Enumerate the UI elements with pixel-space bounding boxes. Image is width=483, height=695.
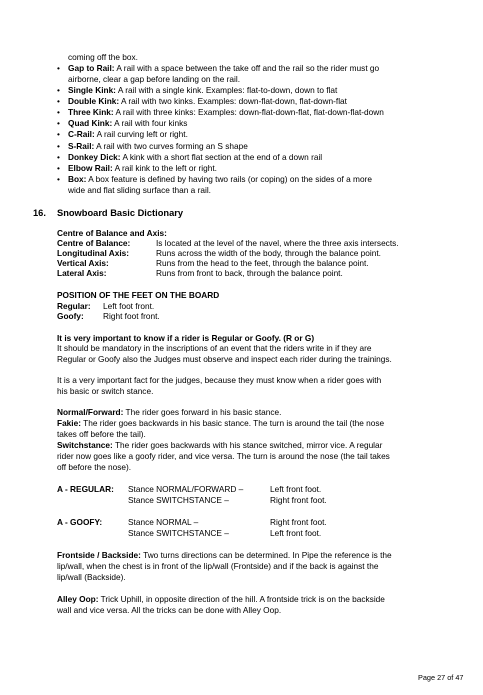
goofy-row1-foot: Right front foot. <box>270 517 327 527</box>
switch-line3: off before the nose). <box>57 462 132 472</box>
normal-stance: Normal/Forward: The rider goes forward in his basic stance. <box>57 407 282 417</box>
goofy-desc: Right foot front. <box>103 311 160 321</box>
regular-term: Regular: <box>57 301 91 311</box>
list-item: Box: A box feature is defined by having two rails (or coping) on the sides of a more wide and flat sliding surface than a rail. <box>68 174 372 195</box>
bullet-icon: • <box>57 152 60 162</box>
goofy-row2: Stance SWITCHSTANCE – <box>128 528 229 538</box>
list-item: Gap to Rail: A rail with a space between the take off and the rail so the rider must go airborne, clear a gap before landing on the rail. <box>68 63 380 84</box>
axis-desc: Is located at the level of the navel, where the three axis intersects. <box>156 238 399 248</box>
bullet-icon: • <box>57 107 60 117</box>
axis-desc: Runs across the width of the body, through the balance point. <box>156 248 381 258</box>
axis-desc: Runs from the head to the feet, through the balance point. <box>156 258 369 268</box>
fakie-stance: Fakie: The rider goes backwards in his basic stance. The turn is around the tail (the nose <box>57 418 385 428</box>
section-number: 16. <box>33 208 46 218</box>
bullet-icon: • <box>57 129 60 139</box>
regular-row2-foot: Right front foot. <box>270 495 327 505</box>
regular-row1: Stance NORMAL/FORWARD – <box>128 484 244 494</box>
list-item: Elbow Rail: A rail kink to the left or right. <box>68 163 217 173</box>
page-number: Page 27 of 47 <box>418 673 464 682</box>
switch-line2: rider now goes like a goofy rider, and vice versa. The turn is around the nose (the tail takes <box>57 451 390 461</box>
bullet-icon: • <box>57 96 60 106</box>
list-item: Single Kink: A rail with a single kink. Examples: flat-to-down, down to flat <box>68 85 338 95</box>
bullet-icon: • <box>57 174 60 184</box>
important-p1-line1: It should be mandatory in the inscriptions of an event that the riders write in if they are <box>57 343 372 353</box>
goofy-row1: Stance NORMAL – <box>128 517 199 527</box>
goofy-label: A - GOOFY: <box>57 517 103 527</box>
regular-row1-foot: Left front foot. <box>270 484 322 494</box>
feet-heading: POSITION OF THE FEET ON THE BOARD <box>57 290 220 300</box>
switch-stance: Switchstance: The rider goes backwards with his stance switched, mirror vice. A regular <box>57 440 383 450</box>
axis-term: Centre of Balance: <box>57 238 131 248</box>
bullet-icon: • <box>57 85 60 95</box>
alleyoop-line1: Alley Oop: Trick Uphill, in opposite direction of the hill. A frontside trick is on the backside <box>57 594 385 604</box>
list-item: S-Rail: A rail with two curves forming an S shape <box>68 141 248 151</box>
list-item: Double Kink: A rail with two kinks. Examples: down-flat-down, flat-down-flat <box>68 96 347 106</box>
important-p2-line2: his basic or switch stance. <box>57 386 154 396</box>
axis-desc: Runs from front to back, through the balance point. <box>156 268 343 278</box>
list-item: Three Kink: A rail with three kinks: Examples: down-flat-down-flat, flat-down-flat-down <box>68 107 384 117</box>
list-item: Donkey Dick: A kink with a short flat section at the end of a down rail <box>68 152 323 162</box>
bullet-icon: • <box>57 163 60 173</box>
alleyoop-line2: wall and vice versa. All the tricks can be done with Alley Oop. <box>57 605 282 615</box>
list-item: C-Rail: A rail curving left or right. <box>68 129 188 139</box>
regular-label: A - REGULAR: <box>57 484 114 494</box>
fakie-line2: takes off before the tail). <box>57 429 146 439</box>
frontside-line2: lip/wall, when the chest is in front of the lip/wall (Frontside) and if the back is against the <box>57 561 379 571</box>
bullet-icon: • <box>57 63 60 73</box>
axis-term: Lateral Axis: <box>57 268 107 278</box>
list-item: Quad Kink: A rail with four kinks <box>68 118 188 128</box>
axis-term: Vertical Axis: <box>57 258 109 268</box>
bullet-icon: • <box>57 141 60 151</box>
important-p1-line2: Regular or Goofy also the Judges must observe and inspect each rider during the trainings. <box>57 354 392 364</box>
frontside-line1: Frontside / Backside: Two turns directions can be determined. In Pipe the reference is the <box>57 550 392 560</box>
axis-term: Longitudinal Axis: <box>57 248 130 258</box>
regular-desc: Left foot front. <box>103 301 155 311</box>
important-p2-line1: It is a very important fact for the judges, because they must know when a rider goes with <box>57 375 382 385</box>
frontside-line3: lip/wall (Backside). <box>57 572 126 582</box>
goofy-term: Goofy: <box>57 311 84 321</box>
axis-heading: Centre of Balance and Axis: <box>57 228 167 238</box>
important-heading: It is very important to know if a rider is Regular or Goofy. (R or G) <box>57 333 315 343</box>
section-title: Snowboard Basic Dictionary <box>57 208 184 218</box>
regular-row2: Stance SWITCHSTANCE – <box>128 495 229 505</box>
goofy-row2-foot: Left front foot. <box>270 528 322 538</box>
bullet-icon: • <box>57 118 60 128</box>
continuation-text: coming off the box. <box>68 52 138 62</box>
